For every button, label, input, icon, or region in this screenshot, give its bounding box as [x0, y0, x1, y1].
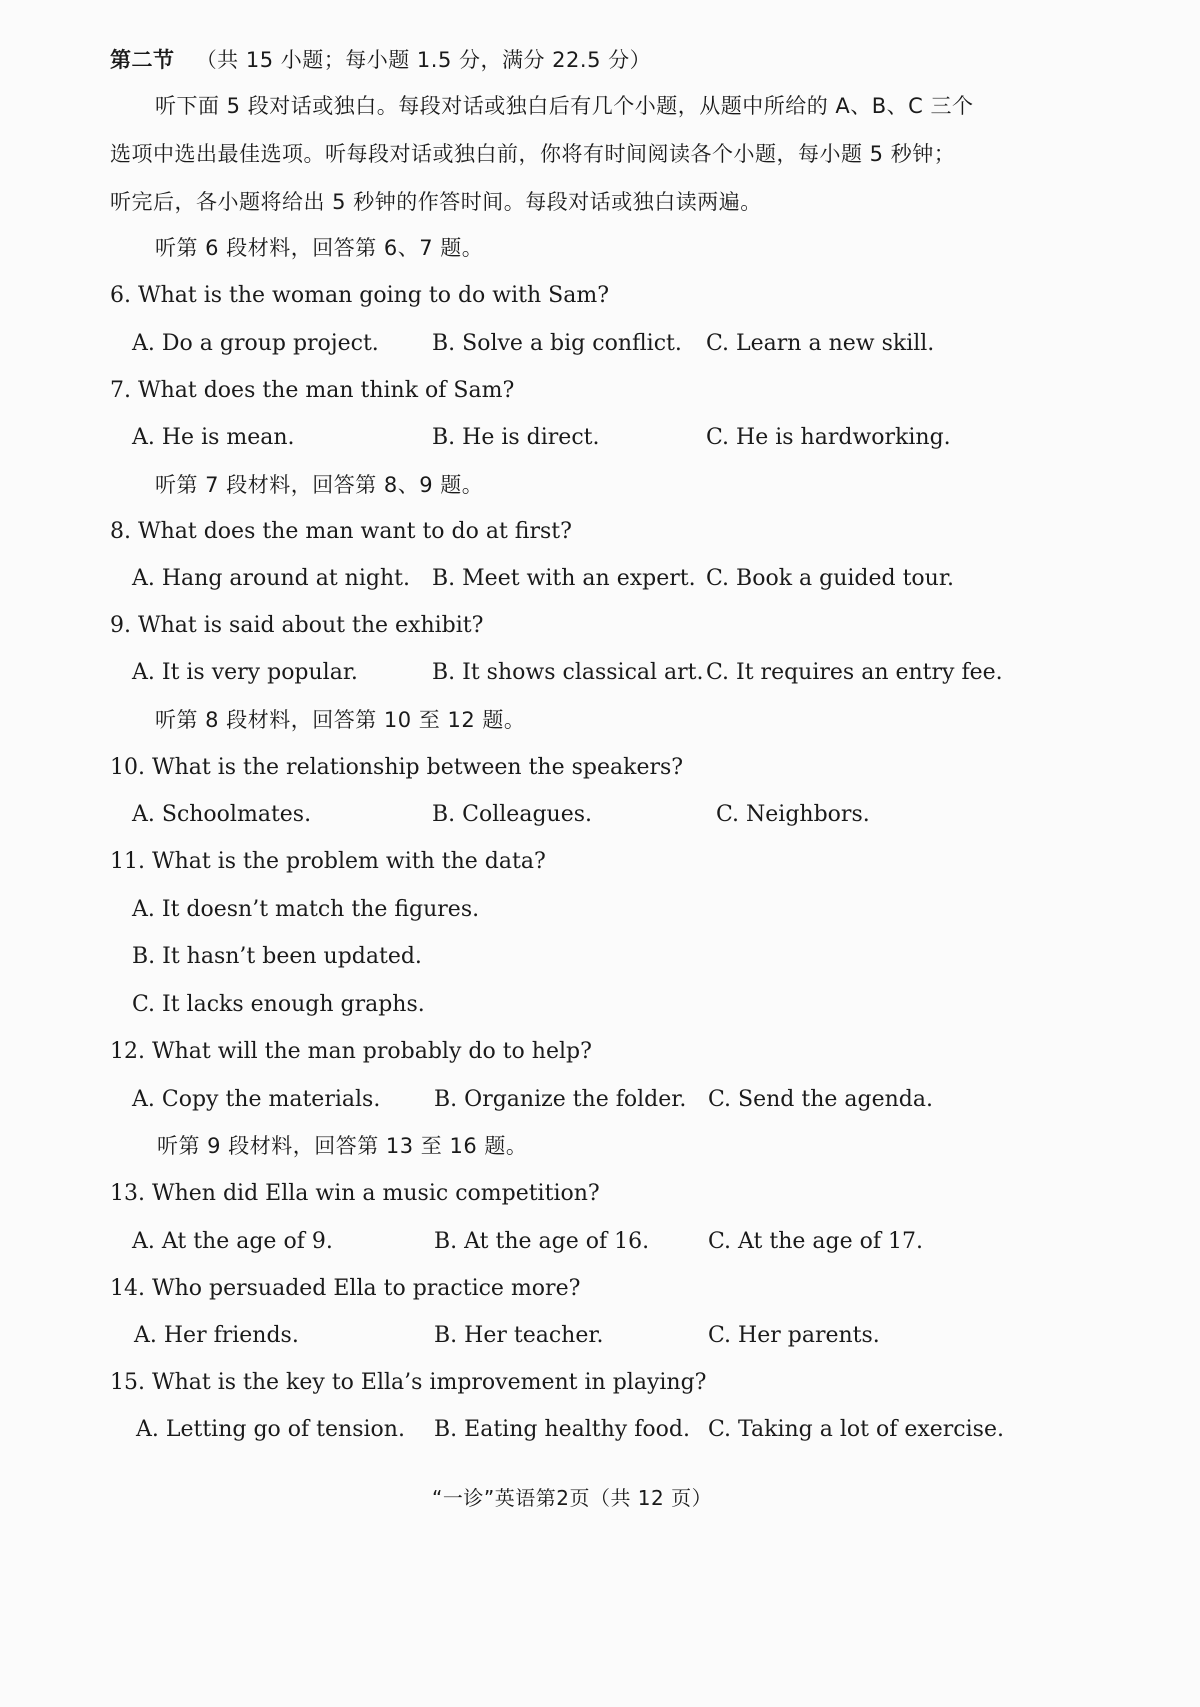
question-10-option-c: C. Neighbors. [716, 802, 870, 827]
question-7-option-c: C. He is hardworking. [706, 425, 951, 450]
instruction-line-2: 选项中选出最佳选项。听每段对话或独白前，你将有时间阅读各个小题，每小题 5 秒钟； [110, 142, 956, 166]
section-scoring: （共 15 小题；每小题 1.5 分，满分 22.5 分） [195, 48, 652, 72]
page-footer: “一诊”英语第2页（共 12 页） [432, 1486, 713, 1510]
question-11-stem: 11. What is the problem with the data? [110, 849, 546, 874]
question-14-option-a: A. Her friends. [134, 1323, 299, 1348]
question-9-option-a: A. It is very popular. [132, 660, 358, 685]
group-6-instruction: 听第 6 段材料，回答第 6、7 题。 [155, 236, 484, 260]
question-15-option-c: C. Taking a lot of exercise. [708, 1417, 1004, 1442]
question-8-option-b: B. Meet with an expert. [432, 566, 696, 591]
question-12-option-a: A. Copy the materials. [132, 1087, 381, 1112]
question-12-option-c: C. Send the agenda. [708, 1087, 933, 1112]
group-8-instruction: 听第 8 段材料，回答第 10 至 12 题。 [155, 708, 526, 732]
question-15-stem: 15. What is the key to Ella’s improvement in playing? [110, 1370, 707, 1395]
question-13-option-c: C. At the age of 17. [708, 1229, 923, 1254]
question-8-stem: 8. What does the man want to do at first? [110, 519, 572, 544]
question-14-stem: 14. Who persuaded Ella to practice more? [110, 1276, 581, 1301]
question-7-option-a: A. He is mean. [132, 425, 295, 450]
question-6-option-c: C. Learn a new skill. [706, 331, 935, 356]
question-15-option-b: B. Eating healthy food. [434, 1417, 690, 1442]
question-6-stem: 6. What is the woman going to do with Sam? [110, 283, 609, 308]
question-10-stem: 10. What is the relationship between the speakers? [110, 755, 684, 780]
question-6-option-a: A. Do a group project. [132, 331, 379, 356]
question-11-option-a: A. It doesn’t match the figures. [132, 897, 480, 922]
question-13-option-a: A. At the age of 9. [132, 1229, 333, 1254]
question-14-option-c: C. Her parents. [708, 1323, 880, 1348]
question-12-option-b: B. Organize the folder. [434, 1087, 687, 1112]
question-7-option-b: B. He is direct. [432, 425, 600, 450]
question-11-option-b: B. It hasn’t been updated. [132, 944, 422, 969]
question-9-option-c: C. It requires an entry fee. [706, 660, 1003, 685]
group-9-instruction: 听第 9 段材料，回答第 13 至 16 题。 [157, 1134, 528, 1158]
question-10-option-a: A. Schoolmates. [132, 802, 312, 827]
group-7-instruction: 听第 7 段材料，回答第 8、9 题。 [155, 473, 484, 497]
instruction-line-1: 听下面 5 段对话或独白。每段对话或独白后有几个小题，从题中所给的 A、B、C 三个 [155, 94, 974, 118]
question-13-stem: 13. When did Ella win a music competition? [110, 1181, 600, 1206]
question-13-option-b: B. At the age of 16. [434, 1229, 650, 1254]
question-7-stem: 7. What does the man think of Sam? [110, 378, 515, 403]
question-8-option-c: C. Book a guided tour. [706, 566, 954, 591]
question-9-stem: 9. What is said about the exhibit? [110, 613, 484, 638]
question-11-option-c: C. It lacks enough graphs. [132, 992, 425, 1017]
section-header [110, 46, 651, 74]
question-10-option-b: B. Colleagues. [432, 802, 592, 827]
question-15-option-a: A. Letting go of tension. [136, 1417, 405, 1442]
section-heading: 第二节 [110, 48, 175, 72]
question-6-option-b: B. Solve a big conflict. [432, 331, 682, 356]
question-12-stem: 12. What will the man probably do to help? [110, 1039, 592, 1064]
instruction-line-3: 听完后，各小题将给出 5 秒钟的作答时间。每段对话或独白读两遍。 [110, 190, 762, 214]
question-8-option-a: A. Hang around at night. [132, 566, 410, 591]
question-14-option-b: B. Her teacher. [434, 1323, 604, 1348]
question-9-option-b: B. It shows classical art. [432, 660, 704, 685]
